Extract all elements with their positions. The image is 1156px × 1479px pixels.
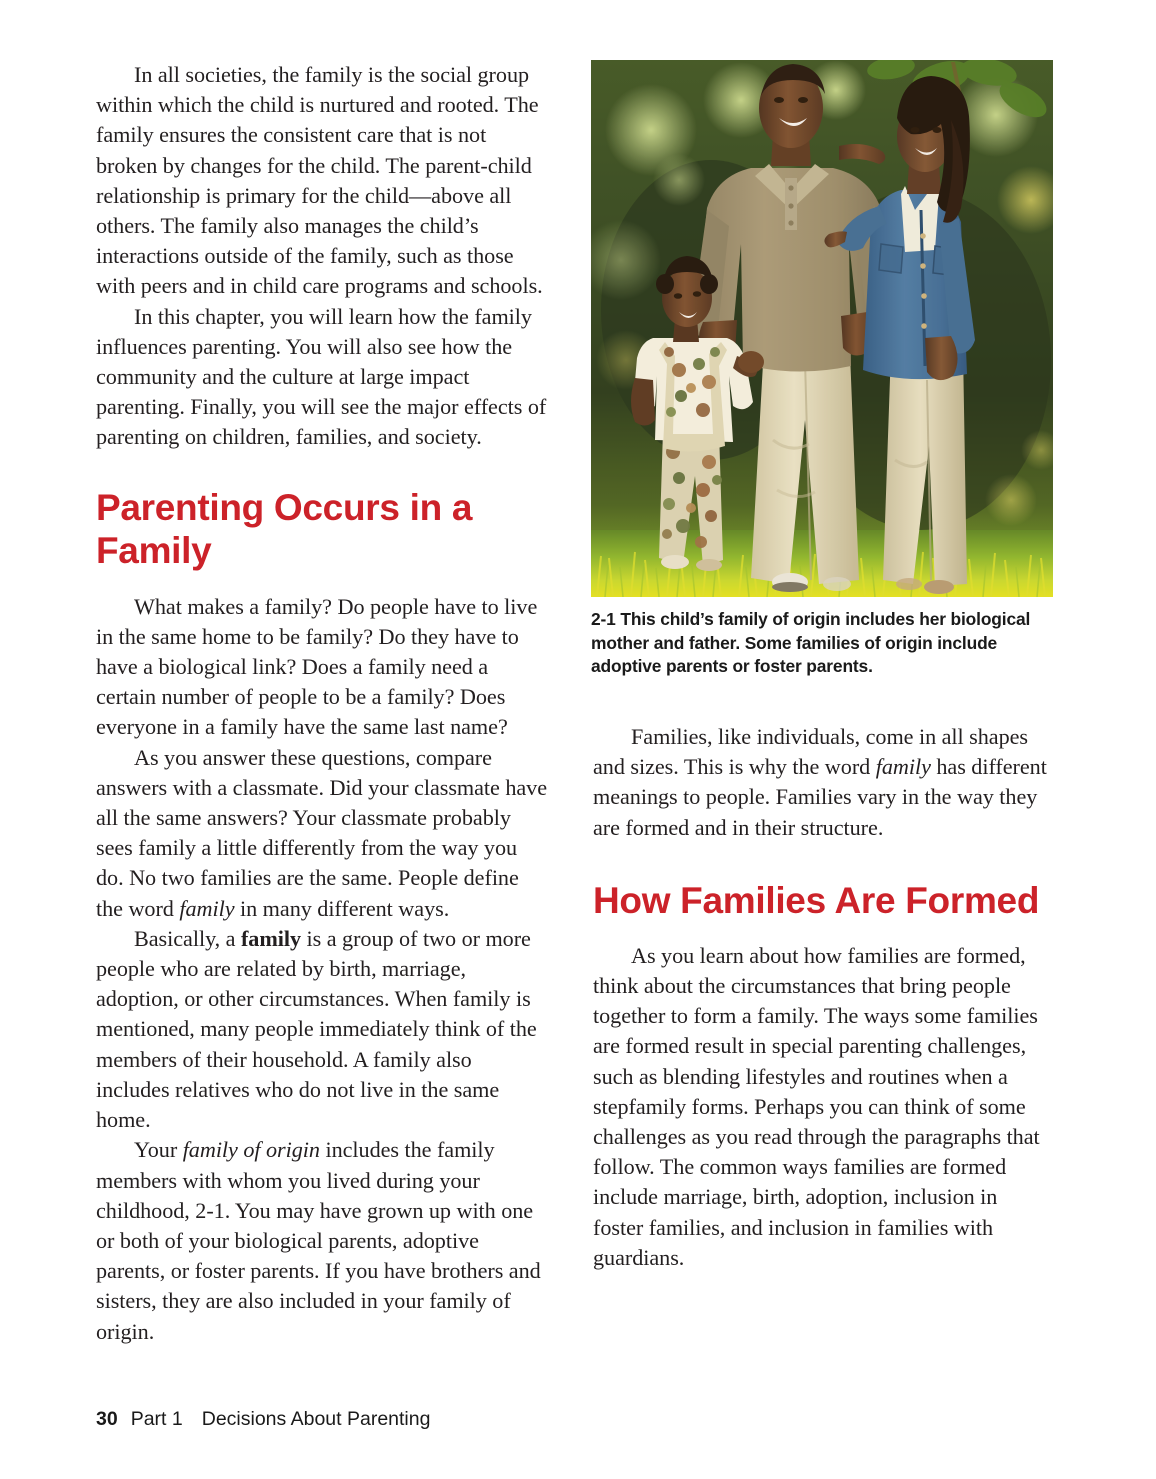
paragraph-family-of-origin-part1: Your <box>134 1137 183 1163</box>
paragraph-societies: In all societies, the family is the social group within which the child is nurtured and rooted. The family ensures the consistent care that is not broken by changes for the child. The parent-child relationship is primary for the child—above all others. The family also manages the child’s interactions outside of the family, such as those with peers and in child care programs and schools. <box>96 62 543 299</box>
paragraph-as-you-answer-part1: As you answer these questions, compare answers with a classmate. Did your classmate have all the same answers? Your classmate probably sees family a little differently from the way you do. No two families are the same. People define the word <box>96 744 548 921</box>
paragraph-families-part2: has different meanings to people. Families vary in the way they are formed and in their structure. <box>593 754 1047 840</box>
page-number: 30 <box>96 1408 118 1430</box>
left-text-column <box>96 60 548 1347</box>
footer-section-title: Decisions About Parenting <box>201 1408 431 1430</box>
paragraph-as-you-learn: As you learn about how families are formed, think about the circumstances that bring people together to form a family. The ways some families are formed result in special parenting challenges, such as blending lifestyles and routines when a stepfamily forms. Perhaps you can think of some challenges as you read through the paragraphs that follow. The common ways families are formed include marriage, birth, adoption, inclusion in foster families, and inclusion in families with guardians. <box>593 942 1040 1270</box>
section-heading-how-families-are-formed: How Families Are Formed <box>593 879 1040 921</box>
paragraph-basically-family-definition <box>96 924 548 1135</box>
page-footer <box>96 1408 430 1431</box>
heading-block-how-families-are-formed <box>593 843 1053 941</box>
footer-part-label: Part 1 <box>130 1408 183 1430</box>
heading-block-parenting-occurs <box>96 453 548 592</box>
italic-term-family: family <box>179 895 235 921</box>
paragraph-family-of-origin-part2: includes the family members with whom you lived during your childhood, 2-1. You may have grown up with one or both of your biological parents, adoptive parents, or foster parents. If you have brothers and sisters, they are also included in your family of origin. <box>96 1137 541 1344</box>
italic-term-family-of-origin: family of origin <box>182 1137 320 1163</box>
paragraph-as-you-answer-part2: in many different ways. <box>234 895 450 921</box>
paragraph-basically-part2: is a group of two or more people who are related by birth, marriage, adoption, or other circumstances. When family is mentioned, many people immediately think of the members of their household. A family also includes relatives who do not live in the same home. <box>96 925 537 1133</box>
paragraph-this-chapter: In this chapter, you will learn how the family influences parenting. You will also see how the community and the culture at large impact parenting. Finally, you will see the major effects of parenting on children, families, and society. <box>96 303 547 450</box>
right-text-column <box>593 722 1053 1273</box>
paragraph-families-shapes-sizes <box>593 722 1053 843</box>
family-photograph <box>591 60 1053 597</box>
figure-caption-text: This child’s family of origin includes her biological mother and father. Some families of origin include adoptive parents or foster parents. <box>591 609 1031 676</box>
paragraph-what-makes-a-family: What makes a family? Do people have to live in the same home to be family? Do they have to have a biological link? Does a family need a certain number of people to be a family? Does everyone in a family have the same last name? <box>96 593 538 740</box>
italic-term-family-right: family <box>875 754 931 780</box>
paragraph-as-you-answer <box>96 743 548 924</box>
bold-term-family: family <box>240 925 302 951</box>
figure-2-1 <box>591 60 1053 679</box>
figure-caption-number: 2-1 <box>591 609 616 629</box>
paragraph-family-of-origin <box>96 1135 548 1346</box>
figure-caption <box>591 608 1043 679</box>
paragraph-families-part1: Families, like individuals, come in all shapes and sizes. This is why the word <box>593 724 1029 780</box>
section-heading-parenting-occurs-in-a-family: Parenting Occurs in a Family <box>96 486 473 571</box>
paragraph-basically-part1: Basically, a <box>134 925 241 951</box>
